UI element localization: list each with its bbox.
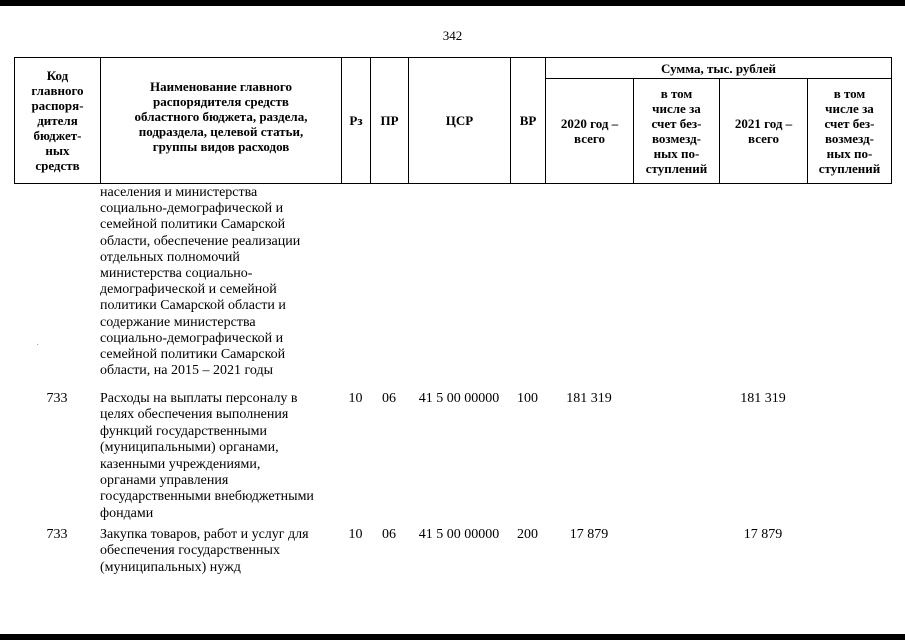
header-2020-incl: в том числе за счет без- возмезд- ных по- ступлений <box>633 78 719 184</box>
header-csr: ЦСР <box>408 57 510 184</box>
page-number: 342 <box>442 28 463 43</box>
header-rz: Рз <box>341 57 370 184</box>
header-sum-title: Сумма, тыс. рублей <box>545 57 892 79</box>
header-2020-total: 2020 год – всего <box>545 78 633 184</box>
continuation-text: населения и министерства социально-демографической и семейной политики Самарской области, обеспечение реализации отдельных полномочий министерства социально- демографической и семейной политики Самарской области и содержание министерства социально-демографической и семейной политики Самарской области, на 2015 – 2021 годы <box>100 185 301 379</box>
bottom-border-rule <box>0 634 905 640</box>
row-2020-total: 181 319 <box>566 391 612 406</box>
row-name: Расходы на выплаты персоналу в целях обеспечения выполнения функций государственными (муниципальными) органами, казенными учреждениями, органами управления государственными внебюджетными фондами <box>100 391 314 521</box>
row-2021-total: 181 319 <box>740 391 786 406</box>
row-2021-total: 17 879 <box>743 527 783 542</box>
header-vr: ВР <box>510 57 545 184</box>
row-2020-total: 17 879 <box>569 527 609 542</box>
header-2021-incl: в том числе за счет без- возмезд- ных по- ступлений <box>807 78 892 184</box>
row-vr: 100 <box>517 391 538 406</box>
header-pr: ПР <box>370 57 408 184</box>
row-csr: 41 5 00 00000 <box>418 527 500 542</box>
row-csr: 41 5 00 00000 <box>418 391 500 406</box>
header-code: Код главного распоря- дителя бюджет- ных средств <box>14 57 100 184</box>
row-code: 733 <box>46 391 68 406</box>
row-vr: 200 <box>517 527 538 542</box>
header-2021-total: 2021 год – всего <box>719 78 807 184</box>
scan-speck: · <box>36 340 40 351</box>
top-border-rule <box>0 0 905 6</box>
row-rz: 10 <box>348 391 363 406</box>
row-code: 733 <box>46 527 68 542</box>
row-pr: 06 <box>382 527 396 542</box>
row-pr: 06 <box>382 391 396 406</box>
row-name: Закупка товаров, работ и услуг для обеспечения государственных (муниципальных) нужд <box>100 527 309 575</box>
header-name: Наименование главного распорядителя средств областного бюджета, раздела, подраздела, целевой статьи, группы видов расходов <box>100 57 341 184</box>
row-rz: 10 <box>348 527 363 542</box>
